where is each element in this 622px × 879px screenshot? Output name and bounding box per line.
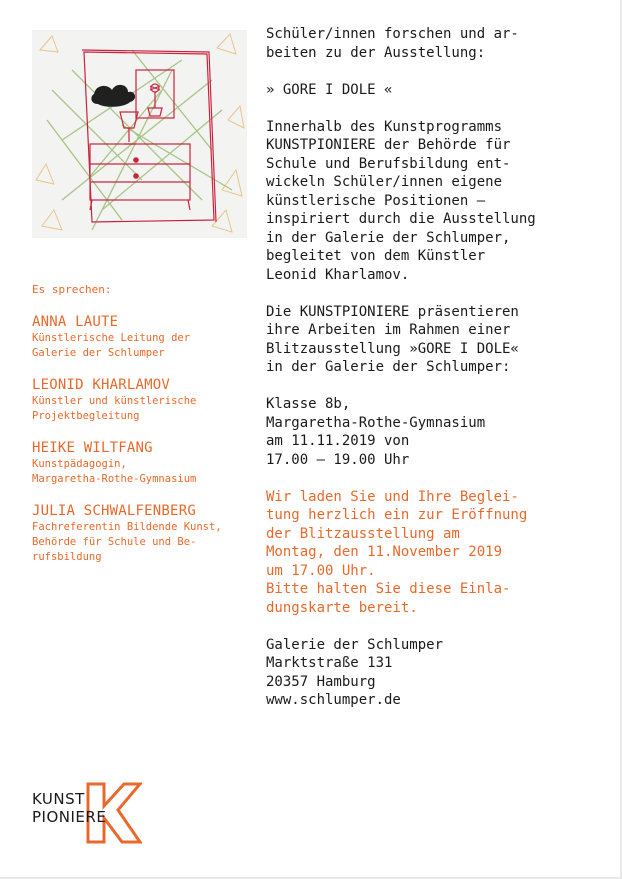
speaker-role: Künstler und künstlerische Projektbegleitung <box>32 395 197 422</box>
invitation-text: Wir laden Sie und Ihre Beglei- tung herzlich ein zur Eröffnung der Blitzausstellung am Montag, den 11.November 2019 um 17.00 Uhr. Bitte halten Sie diese Einla- dungskarte bereit. <box>266 488 528 616</box>
speaker-heike-wiltfang <box>32 440 257 487</box>
speakers-column <box>32 283 257 581</box>
speaker-julia-schwalfenberg <box>32 503 257 565</box>
speaker-name: JULIA SCHWALFENBERG <box>32 503 196 519</box>
main-text-column <box>266 25 606 728</box>
speaker-leonid-kharlamov <box>32 377 257 424</box>
speaker-role: Kunstpädagogin, Margaretha-Rothe-Gymnasium <box>32 458 197 485</box>
address-text: Galerie der Schlumper Marktstraße 131 20357 Hamburg www.schlumper.de <box>266 636 444 708</box>
speaker-role: Fachreferentin Bildende Kunst, Behörde für Schule und Be- rufsbildung <box>32 521 222 563</box>
speaker-anna-laute <box>32 314 257 361</box>
speaker-name: ANNA LAUTE <box>32 314 119 330</box>
schedule-text: Klasse 8b, Margaretha-Rothe-Gymnasium am 11.11.2019 von 17.00 – 19.00 Uhr <box>266 396 486 468</box>
exhibition-title: » GORE I DOLE « <box>266 81 393 98</box>
logo-text-line1: KUNST <box>32 790 85 808</box>
intro-text: Schüler/innen forschen und ar- beiten zu der Ausstellung: <box>266 26 519 61</box>
presentation-text: Die KUNSTPIONIERE präsentieren ihre Arbeiten im Rahmen einer Blitzausstellung »GORE I DOLE« in der Galerie der Schlumper: <box>266 303 519 375</box>
kunstpioniere-logo <box>32 780 142 846</box>
logo-text-line2: PIONIERE <box>32 808 107 826</box>
speaker-name: HEIKE WILTFANG <box>32 440 153 456</box>
speakers-title: Es sprechen: <box>32 283 112 296</box>
speaker-role: Künstlerische Leitung der Galerie der Schlumper <box>32 332 191 359</box>
speaker-name: LEONID KHARLAMOV <box>32 377 171 393</box>
description-text: Innerhalb des Kunstprogramms KUNSTPIONIERE der Behörde für Schule und Berufsbildung ent- wickeln Schüler/innen eigene künstlerische Positionen – inspiriert durch die Ausstellung in der Galerie der Schlumper, begleitet von dem Künstler Leonid Kharlamov. <box>266 118 536 283</box>
artwork-drawing-image <box>32 30 247 238</box>
